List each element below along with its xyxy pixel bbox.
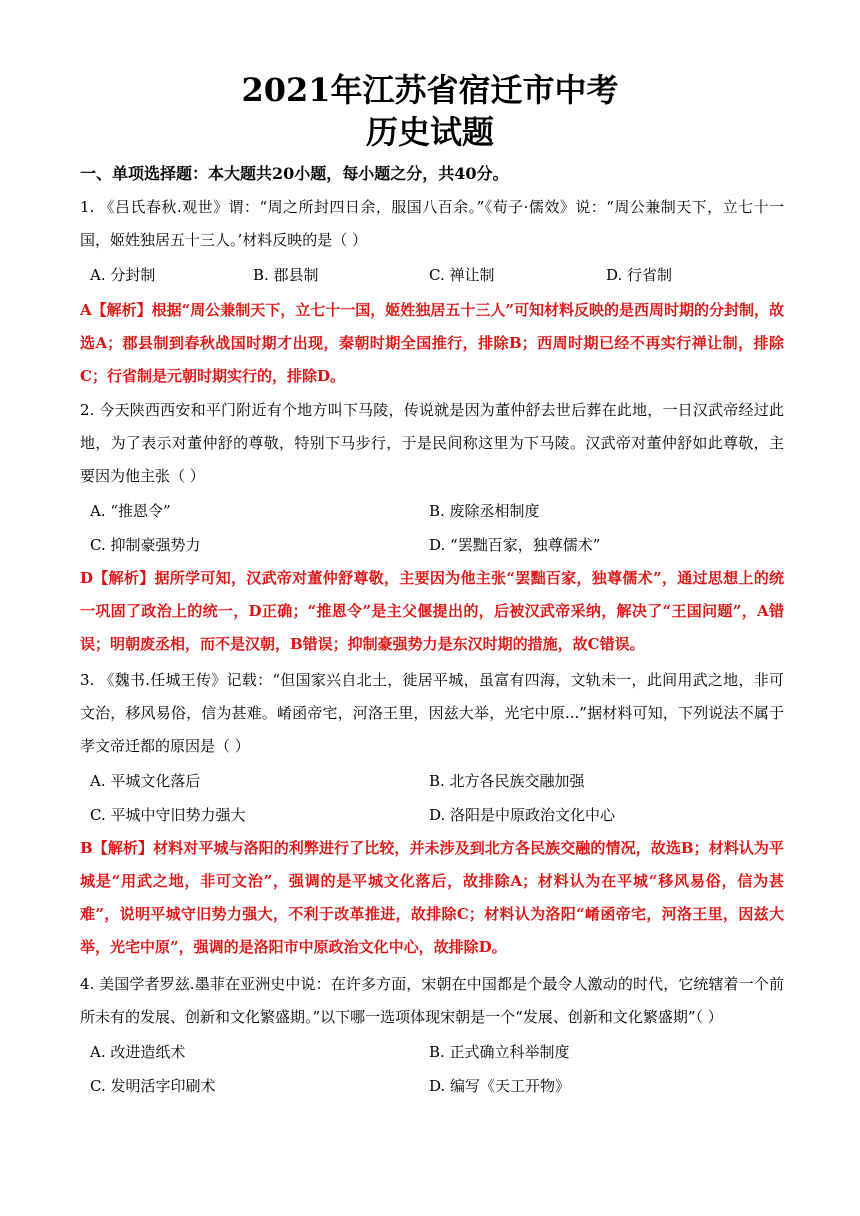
question-2-options-row1	[90, 499, 790, 523]
option-b: B. 郡县制	[253, 266, 319, 284]
question-1-answer: A【解析】根据“周公兼制天下，立七十一国，姬姓独居五十三人”可知材料反映的是西周时期的分封制，故选A；郡县制到春秋战国时期才出现，秦朝时期全国推行，排除B；西周时期已经不再实行禅让制，排除C；行省制是元朝时期实行的，排除D。	[80, 301, 784, 385]
question-4-stem: 4. 美国学者罗兹.墨菲在亚洲史中说：在许多方面，宋朝在中国都是个最令人激动的时代，它统辖着一个前所未有的发展、创新和文化繁盛期。”以下哪一选项体现宋朝是一个“发展、创新和文化繁盛期”（ ）	[80, 975, 784, 1026]
exam-subtitle: 历史试题	[365, 113, 494, 151]
option-c: C. 禅让制	[429, 266, 495, 284]
section-heading: 一、单项选择题：本大题共20小题，每小题之分，共40分。	[80, 164, 509, 183]
option-d: D. 洛阳是中原政治文化中心	[429, 806, 616, 824]
option-c: C. 抑制豪强势力	[90, 536, 201, 554]
question-3-answer: B【解析】材料对平城与洛阳的利弊进行了比较，并未涉及到北方各民族交融的情况，故选B；材料认为平城是“用武之地，非可文治”，强调的是平城文化落后，故排除A；材料认为在平城“移风易俗，信为甚难”，说明平城守旧势力强大，不利于改革推进，故排除C；材料认为洛阳“崤函帝宅，河洛王里，因兹大举，光宅中原”，强调的是洛阳市中原政治文化中心，故排除D。	[80, 839, 784, 956]
question-4-options-row2	[90, 1074, 790, 1098]
option-a: A. 分封制	[90, 266, 156, 284]
exam-title: 2021年江苏省宿迁市中考	[241, 71, 619, 109]
option-b: B. 北方各民族交融加强	[429, 772, 585, 790]
option-a: A. “推恩令”	[90, 502, 171, 520]
option-a: A. 改进造纸术	[90, 1043, 186, 1061]
option-d: D. 行省制	[606, 266, 673, 284]
question-2-options-row2	[90, 533, 790, 557]
question-4-options-row1	[90, 1040, 790, 1064]
option-a: A. 平城文化落后	[90, 772, 201, 790]
option-b: B. 正式确立科举制度	[429, 1043, 570, 1061]
option-d: D. 编写《天工开物》	[429, 1077, 571, 1095]
option-c: C. 发明活字印刷术	[90, 1077, 216, 1095]
question-3-options-row1	[90, 769, 790, 793]
option-c: C. 平城中守旧势力强大	[90, 806, 246, 824]
question-1-stem: 1. 《吕氏春秋.观世》谓：“周之所封四日余，服国八百余。”《荀子·儒效》说：“周公兼制天下，立七十一国，姬姓独居五十三人。’材料反映的是（ ）	[80, 198, 784, 249]
question-2-answer: D【解析】据所学可知，汉武帝对董仲舒尊敬，主要因为他主张“罢黜百家，独尊儒术”，通过思想上的统一巩固了政治上的统一，D正确；“推恩令”是主父偃提出的，后被汉武帝采纳，解决了“王国问题”，A错误；明朝废丞相，而不是汉朝，B错误；抑制豪强势力是东汉时期的措施，故C错误。	[80, 569, 784, 653]
question-1-options	[90, 263, 790, 287]
question-3-options-row2	[90, 803, 790, 827]
question-2-stem: 2. 今天陕西西安和平门附近有个地方叫下马陵，传说就是因为董仲舒去世后葬在此地，一日汉武帝经过此地，为了表示对董仲舒的尊敬，特别下马步行，于是民间称这里为下马陵。汉武帝对董仲舒如此尊敬，主要因为他主张（ ）	[80, 401, 784, 485]
option-d: D. “罢黜百家，独尊儒术”	[429, 536, 601, 554]
option-b: B. 废除丞相制度	[429, 502, 540, 520]
question-3-stem: 3. 《魏书.任城王传》记载：“但国家兴自北土，徙居平城，虽富有四海，文轨未一，此间用武之地，非可文治，移风易俗，信为甚难。崤函帝宅，河洛王里，因兹大举，光宅中原...”据材料可知，下列说法不属于孝文帝迁都的原因是（ ）	[80, 671, 784, 755]
